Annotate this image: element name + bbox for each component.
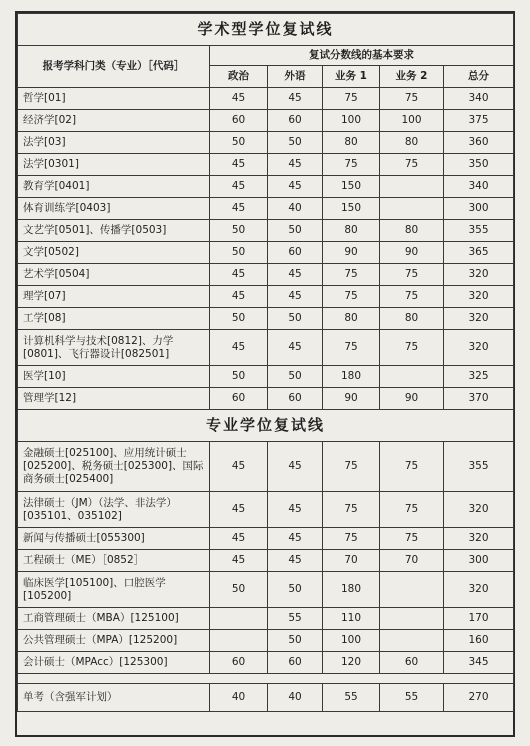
total-cell: 160: [444, 630, 514, 652]
total-cell: 320: [444, 572, 514, 608]
business1-cell: 55: [323, 684, 380, 712]
business1-cell: 120: [323, 652, 380, 674]
business2-cell: 75: [380, 442, 444, 492]
business1-cell: 75: [323, 528, 380, 550]
business1-cell: 75: [323, 154, 380, 176]
politics-cell: [210, 630, 268, 652]
business1-cell: 75: [323, 492, 380, 528]
subject-name: 体育训练学[0403]: [18, 198, 210, 220]
total-cell: 300: [444, 550, 514, 572]
total-cell: 320: [444, 330, 514, 366]
business1-cell: 70: [323, 550, 380, 572]
col-total: 总分: [444, 66, 514, 88]
business1-cell: 75: [323, 264, 380, 286]
business1-cell: 75: [323, 286, 380, 308]
business1-cell: 110: [323, 608, 380, 630]
total-cell: 340: [444, 176, 514, 198]
subject-name: 会计硕士（MPAcc）[125300]: [18, 652, 210, 674]
total-cell: 170: [444, 608, 514, 630]
foreign-cell: 60: [268, 242, 323, 264]
business1-cell: 75: [323, 442, 380, 492]
foreign-cell: 45: [268, 442, 323, 492]
business1-cell: 180: [323, 572, 380, 608]
politics-cell: 45: [210, 528, 268, 550]
subject-name: 工程硕士（ME）［0852］: [18, 550, 210, 572]
academic-row: [18, 198, 514, 220]
score-table: [17, 13, 514, 712]
total-cell: 320: [444, 308, 514, 330]
academic-row: [18, 88, 514, 110]
subject-name: 理学[07]: [18, 286, 210, 308]
score-table-frame: [15, 11, 515, 737]
total-cell: 340: [444, 88, 514, 110]
business2-cell: [380, 608, 444, 630]
academic-row: [18, 220, 514, 242]
business1-cell: 150: [323, 176, 380, 198]
business2-cell: 75: [380, 154, 444, 176]
business2-cell: 80: [380, 132, 444, 154]
foreign-cell: 45: [268, 176, 323, 198]
foreign-cell: 50: [268, 220, 323, 242]
politics-cell: 45: [210, 176, 268, 198]
subject-name: 工商管理硕士（MBA）[125100]: [18, 608, 210, 630]
business2-cell: 75: [380, 264, 444, 286]
politics-cell: 45: [210, 492, 268, 528]
total-cell: 350: [444, 154, 514, 176]
total-cell: 360: [444, 132, 514, 154]
foreign-cell: 50: [268, 132, 323, 154]
politics-cell: 60: [210, 388, 268, 410]
foreign-cell: 50: [268, 572, 323, 608]
professional-title-row: [18, 410, 514, 442]
total-cell: 320: [444, 264, 514, 286]
subject-name: 哲学[01]: [18, 88, 210, 110]
foreign-cell: 45: [268, 286, 323, 308]
col-business1: 业务 1: [323, 66, 380, 88]
politics-cell: 50: [210, 572, 268, 608]
foreign-cell: 40: [268, 684, 323, 712]
foreign-cell: 60: [268, 388, 323, 410]
business2-cell: [380, 572, 444, 608]
business2-cell: 75: [380, 88, 444, 110]
foreign-cell: 50: [268, 366, 323, 388]
section-gap: [18, 674, 514, 684]
col-foreign: 外语: [268, 66, 323, 88]
business1-cell: 180: [323, 366, 380, 388]
academic-title-row: [18, 14, 514, 46]
politics-cell: 50: [210, 132, 268, 154]
header-row-1: [18, 46, 514, 66]
foreign-cell: 50: [268, 308, 323, 330]
professional-row: [18, 572, 514, 608]
subject-header: 报考学科门类（专业）［代码］: [18, 46, 210, 88]
politics-cell: [210, 608, 268, 630]
politics-cell: 50: [210, 220, 268, 242]
business1-cell: 80: [323, 308, 380, 330]
business1-cell: 100: [323, 630, 380, 652]
business2-cell: [380, 366, 444, 388]
subject-name: 文艺学[0501]、传播学[0503]: [18, 220, 210, 242]
total-cell: 320: [444, 528, 514, 550]
foreign-cell: 45: [268, 492, 323, 528]
col-business2: 业务 2: [380, 66, 444, 88]
business1-cell: 80: [323, 220, 380, 242]
business1-cell: 80: [323, 132, 380, 154]
total-cell: 345: [444, 652, 514, 674]
politics-cell: 50: [210, 366, 268, 388]
foreign-cell: 45: [268, 528, 323, 550]
politics-cell: 45: [210, 88, 268, 110]
academic-row: [18, 176, 514, 198]
politics-cell: 45: [210, 286, 268, 308]
total-cell: 325: [444, 366, 514, 388]
subject-name: 公共管理硕士（MPA）[125200]: [18, 630, 210, 652]
business2-cell: 75: [380, 330, 444, 366]
business1-cell: 100: [323, 110, 380, 132]
politics-cell: 45: [210, 154, 268, 176]
requirement-header: 复试分数线的基本要求: [210, 46, 514, 66]
academic-title: 学术型学位复试线: [18, 14, 514, 46]
foreign-cell: 45: [268, 264, 323, 286]
business2-cell: 90: [380, 242, 444, 264]
business2-cell: 90: [380, 388, 444, 410]
business2-cell: 70: [380, 550, 444, 572]
subject-name: 单考（含强军计划）: [18, 684, 210, 712]
academic-row: [18, 308, 514, 330]
politics-cell: 50: [210, 242, 268, 264]
subject-name: 金融硕士[025100]、应用统计硕士[025200]、税务硕士[025300]、国际商务硕士[025400]: [18, 442, 210, 492]
academic-row: [18, 286, 514, 308]
business2-cell: 80: [380, 308, 444, 330]
business2-cell: [380, 198, 444, 220]
foreign-cell: 45: [268, 550, 323, 572]
foreign-cell: 40: [268, 198, 323, 220]
col-politics: 政治: [210, 66, 268, 88]
politics-cell: 60: [210, 110, 268, 132]
foreign-cell: 50: [268, 630, 323, 652]
subject-name: 工学[08]: [18, 308, 210, 330]
subject-name: 管理学[12]: [18, 388, 210, 410]
academic-row: [18, 330, 514, 366]
total-cell: 355: [444, 442, 514, 492]
politics-cell: 45: [210, 550, 268, 572]
business2-cell: [380, 630, 444, 652]
subject-name: 法学[0301]: [18, 154, 210, 176]
business1-cell: 75: [323, 330, 380, 366]
foreign-cell: 60: [268, 652, 323, 674]
academic-row: [18, 154, 514, 176]
foreign-cell: 55: [268, 608, 323, 630]
total-cell: 300: [444, 198, 514, 220]
politics-cell: 45: [210, 264, 268, 286]
business1-cell: 90: [323, 242, 380, 264]
total-cell: 355: [444, 220, 514, 242]
politics-cell: 45: [210, 442, 268, 492]
politics-cell: 45: [210, 198, 268, 220]
foreign-cell: 45: [268, 88, 323, 110]
professional-row: [18, 442, 514, 492]
business2-cell: 60: [380, 652, 444, 674]
subject-name: 计算机科学与技术[0812]、力学[0801]、飞行器设计[082501]: [18, 330, 210, 366]
foreign-cell: 45: [268, 330, 323, 366]
business2-cell: 75: [380, 528, 444, 550]
total-cell: 365: [444, 242, 514, 264]
politics-cell: 45: [210, 330, 268, 366]
subject-name: 教育学[0401]: [18, 176, 210, 198]
academic-row: [18, 242, 514, 264]
business2-cell: [380, 176, 444, 198]
professional-row: [18, 630, 514, 652]
academic-row: [18, 366, 514, 388]
business1-cell: 90: [323, 388, 380, 410]
total-cell: 370: [444, 388, 514, 410]
subject-name: 新闻与传播硕士[055300]: [18, 528, 210, 550]
subject-name: 经济学[02]: [18, 110, 210, 132]
subject-name: 临床医学[105100]、口腔医学[105200]: [18, 572, 210, 608]
subject-name: 法学[03]: [18, 132, 210, 154]
professional-row: [18, 550, 514, 572]
gap-cell: [18, 674, 514, 684]
foreign-cell: 45: [268, 154, 323, 176]
business2-cell: 75: [380, 492, 444, 528]
total-cell: 375: [444, 110, 514, 132]
subject-name: 艺术学[0504]: [18, 264, 210, 286]
business2-cell: 55: [380, 684, 444, 712]
professional-row: [18, 652, 514, 674]
total-cell: 320: [444, 492, 514, 528]
business2-cell: 100: [380, 110, 444, 132]
professional-row: [18, 608, 514, 630]
subject-name: 文学[0502]: [18, 242, 210, 264]
foreign-cell: 60: [268, 110, 323, 132]
subject-name: 医学[10]: [18, 366, 210, 388]
business1-cell: 150: [323, 198, 380, 220]
politics-cell: 60: [210, 652, 268, 674]
academic-row: [18, 388, 514, 410]
professional-title: 专业学位复试线: [18, 410, 514, 442]
politics-cell: 40: [210, 684, 268, 712]
business1-cell: 75: [323, 88, 380, 110]
special-row: [18, 684, 514, 712]
total-cell: 270: [444, 684, 514, 712]
professional-row: [18, 528, 514, 550]
professional-row: [18, 492, 514, 528]
business2-cell: 80: [380, 220, 444, 242]
total-cell: 320: [444, 286, 514, 308]
business2-cell: 75: [380, 286, 444, 308]
academic-row: [18, 110, 514, 132]
academic-row: [18, 132, 514, 154]
subject-name: 法律硕士（JM）（法学、非法学）[035101、035102]: [18, 492, 210, 528]
academic-row: [18, 264, 514, 286]
politics-cell: 50: [210, 308, 268, 330]
